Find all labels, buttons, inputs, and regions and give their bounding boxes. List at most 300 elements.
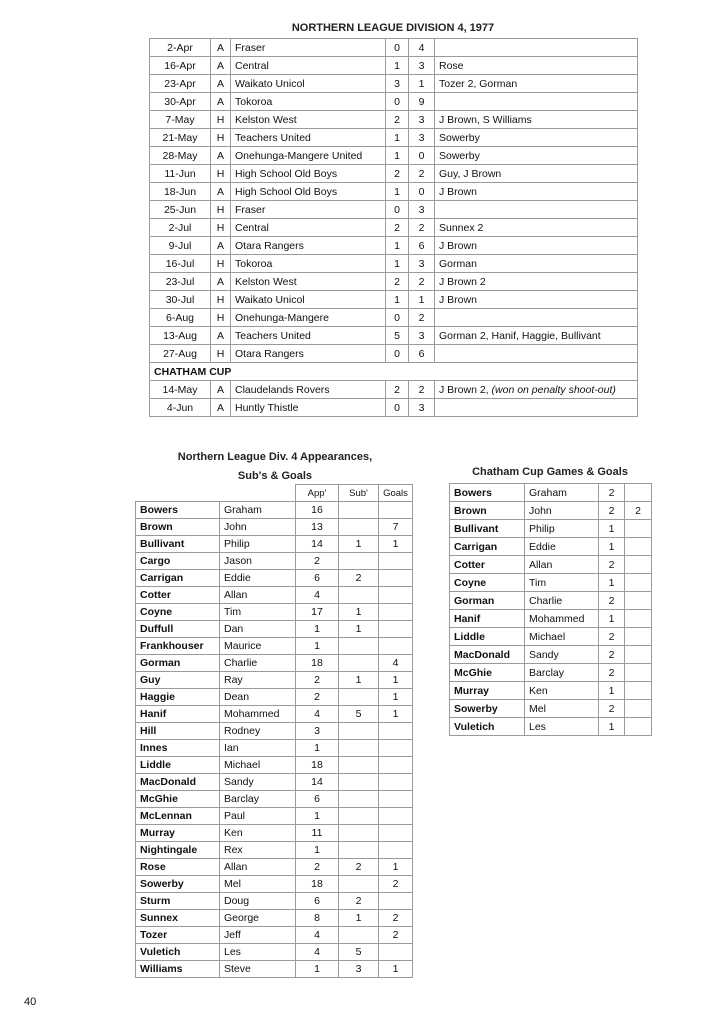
cup-stats-row [450, 664, 652, 682]
player-cup-games: 1 [599, 718, 625, 736]
fixture-opponent: Waikato Unicol [231, 75, 386, 93]
cup-stats-row [450, 682, 652, 700]
player-goals: 2 [379, 910, 413, 927]
fixture-score-for: 1 [386, 183, 409, 201]
fixture-row [150, 75, 638, 93]
player-first-name: Maurice [220, 638, 296, 655]
player-apps: 6 [296, 791, 339, 808]
appearance-row [136, 740, 413, 757]
player-first-name: Philip [525, 520, 599, 538]
player-cup-goals [625, 682, 652, 700]
player-first-name: Ken [525, 682, 599, 700]
player-subs [339, 655, 379, 672]
player-goals: 2 [379, 927, 413, 944]
player-subs [339, 740, 379, 757]
player-apps: 2 [296, 859, 339, 876]
player-surname: Murray [136, 825, 220, 842]
fixture-scorers [435, 381, 638, 399]
player-subs: 5 [339, 944, 379, 961]
player-surname: Cotter [136, 587, 220, 604]
player-goals: 1 [379, 536, 413, 553]
player-goals: 1 [379, 859, 413, 876]
player-surname: Rose [136, 859, 220, 876]
fixture-date: 27-Aug [150, 345, 211, 363]
fixture-score-for: 1 [386, 147, 409, 165]
fixture-note: (won on penalty shoot-out) [491, 383, 616, 396]
fixture-score-for: 0 [386, 201, 409, 219]
player-surname: Liddle [450, 628, 525, 646]
player-first-name: Jeff [220, 927, 296, 944]
player-apps: 4 [296, 944, 339, 961]
player-cup-goals [625, 664, 652, 682]
player-surname: Sowerby [450, 700, 525, 718]
cup-stats-title: Chatham Cup Games & Goals [472, 466, 628, 478]
fixture-opponent: Teachers United [231, 129, 386, 147]
player-apps: 1 [296, 740, 339, 757]
fixture-venue: H [211, 165, 231, 183]
appearance-row [136, 570, 413, 587]
cup-stats-body [450, 484, 652, 736]
player-goals [379, 502, 413, 519]
player-first-name: Mel [220, 876, 296, 893]
fixture-opponent: Tokoroa [231, 255, 386, 273]
player-first-name: Graham [525, 484, 599, 502]
fixture-date: 23-Apr [150, 75, 211, 93]
appearances-title [150, 448, 400, 486]
player-subs: 1 [339, 536, 379, 553]
appearances-table [135, 484, 413, 978]
fixture-row [150, 39, 638, 57]
fixture-date: 16-Jul [150, 255, 211, 273]
fixture-scorers: Sowerby [435, 129, 638, 147]
fixture-score-for: 2 [386, 111, 409, 129]
player-first-name: Allan [220, 587, 296, 604]
player-subs: 1 [339, 621, 379, 638]
fixture-opponent: Central [231, 219, 386, 237]
fixture-date: 6-Aug [150, 309, 211, 327]
appearance-row [136, 910, 413, 927]
player-goals [379, 791, 413, 808]
player-cup-games: 1 [599, 520, 625, 538]
player-first-name: Les [525, 718, 599, 736]
fixture-score-against: 1 [409, 291, 435, 309]
appearance-row [136, 927, 413, 944]
fixture-row [150, 57, 638, 75]
player-first-name: Michael [220, 757, 296, 774]
fixture-score-for: 1 [386, 57, 409, 75]
fixture-score-for: 2 [386, 381, 409, 399]
appearance-row [136, 893, 413, 910]
appearance-row [136, 689, 413, 706]
player-goals [379, 757, 413, 774]
fixture-date: 4-Jun [150, 399, 211, 417]
player-surname: Coyne [450, 574, 525, 592]
fixture-scorers [435, 201, 638, 219]
appearance-row [136, 876, 413, 893]
fixture-venue: A [211, 183, 231, 201]
fixture-date: 7-May [150, 111, 211, 129]
player-first-name: Rodney [220, 723, 296, 740]
player-first-name: Dean [220, 689, 296, 706]
fixture-scorers: Sowerby [435, 147, 638, 165]
appearance-row [136, 536, 413, 553]
fixture-score-for: 5 [386, 327, 409, 345]
player-first-name: Barclay [220, 791, 296, 808]
cup-stats-row [450, 520, 652, 538]
player-subs [339, 553, 379, 570]
fixture-row [150, 111, 638, 129]
cup-stats-row [450, 700, 652, 718]
appearances-body [136, 485, 413, 978]
player-first-name: Tim [525, 574, 599, 592]
player-subs: 1 [339, 672, 379, 689]
player-surname: Brown [136, 519, 220, 536]
fixture-score-for: 1 [386, 255, 409, 273]
fixture-score-for: 0 [386, 399, 409, 417]
player-surname: McGhie [450, 664, 525, 682]
fixture-opponent: Otara Rangers [231, 237, 386, 255]
cup-stats-row [450, 556, 652, 574]
fixture-row [150, 183, 638, 201]
player-first-name: Paul [220, 808, 296, 825]
fixture-opponent: Fraser [231, 201, 386, 219]
fixture-opponent: Claudelands Rovers [231, 381, 386, 399]
player-surname: Vuletich [450, 718, 525, 736]
fixture-date: 25-Jun [150, 201, 211, 219]
player-cup-goals [625, 610, 652, 628]
fixture-venue: H [211, 255, 231, 273]
player-first-name: Rex [220, 842, 296, 859]
player-subs [339, 689, 379, 706]
player-cup-goals [625, 592, 652, 610]
player-subs [339, 519, 379, 536]
player-subs [339, 791, 379, 808]
player-cup-goals [625, 538, 652, 556]
player-goals [379, 604, 413, 621]
fixture-score-against: 3 [409, 327, 435, 345]
appearance-row [136, 859, 413, 876]
fixture-opponent: Fraser [231, 39, 386, 57]
player-surname: McGhie [136, 791, 220, 808]
fixture-row [150, 327, 638, 345]
fixture-score-against: 1 [409, 75, 435, 93]
player-apps: 4 [296, 927, 339, 944]
player-goals: 4 [379, 655, 413, 672]
appearance-row [136, 757, 413, 774]
fixture-scorers: J Brown 2 [435, 273, 638, 291]
player-surname: Brown [450, 502, 525, 520]
fixture-score-against: 6 [409, 237, 435, 255]
fixture-scorers: Gorman [435, 255, 638, 273]
player-apps: 1 [296, 842, 339, 859]
player-subs [339, 723, 379, 740]
appearance-row [136, 553, 413, 570]
fixture-date: 30-Apr [150, 93, 211, 111]
player-first-name: Sandy [220, 774, 296, 791]
player-apps: 16 [296, 502, 339, 519]
player-surname: Tozer [136, 927, 220, 944]
fixture-venue: H [211, 309, 231, 327]
fixture-date: 13-Aug [150, 327, 211, 345]
fixture-score-against: 2 [409, 381, 435, 399]
player-first-name: Ken [220, 825, 296, 842]
fixture-venue: H [211, 345, 231, 363]
player-apps: 1 [296, 961, 339, 978]
fixture-scorers: Tozer 2, Gorman [435, 75, 638, 93]
fixture-date: 21-May [150, 129, 211, 147]
player-goals: 2 [379, 876, 413, 893]
fixture-opponent: Kelston West [231, 111, 386, 129]
player-cup-games: 2 [599, 646, 625, 664]
fixture-date: 18-Jun [150, 183, 211, 201]
player-surname: Hanif [136, 706, 220, 723]
player-goals: 1 [379, 672, 413, 689]
player-surname: Nightingale [136, 842, 220, 859]
appearance-row [136, 604, 413, 621]
player-subs: 1 [339, 604, 379, 621]
player-apps: 18 [296, 757, 339, 774]
player-cup-goals [625, 574, 652, 592]
player-first-name: Ray [220, 672, 296, 689]
appearance-row [136, 961, 413, 978]
fixture-score-against: 2 [409, 309, 435, 327]
fixture-date: 23-Jul [150, 273, 211, 291]
player-first-name: Ian [220, 740, 296, 757]
player-apps: 1 [296, 621, 339, 638]
player-surname: Bullivant [450, 520, 525, 538]
fixture-opponent: Otara Rangers [231, 345, 386, 363]
player-subs: 2 [339, 893, 379, 910]
player-surname: Coyne [136, 604, 220, 621]
player-first-name: Michael [525, 628, 599, 646]
player-goals [379, 570, 413, 587]
fixture-scorers: Gorman 2, Hanif, Haggie, Bullivant [435, 327, 638, 345]
player-surname: Gorman [450, 592, 525, 610]
player-goals [379, 808, 413, 825]
appearance-row [136, 672, 413, 689]
fixture-score-for: 2 [386, 273, 409, 291]
player-first-name: Philip [220, 536, 296, 553]
player-apps: 17 [296, 604, 339, 621]
fixture-opponent: High School Old Boys [231, 183, 386, 201]
player-subs: 2 [339, 570, 379, 587]
fixture-opponent: Kelston West [231, 273, 386, 291]
appearance-row [136, 825, 413, 842]
player-cup-games: 2 [599, 502, 625, 520]
player-surname: Hill [136, 723, 220, 740]
player-subs [339, 587, 379, 604]
player-surname: Murray [450, 682, 525, 700]
cup-stats-row [450, 484, 652, 502]
fixture-score-for: 1 [386, 129, 409, 147]
player-cup-goals [625, 718, 652, 736]
fixture-venue: A [211, 399, 231, 417]
player-subs [339, 808, 379, 825]
player-first-name: Mohammed [525, 610, 599, 628]
player-goals: 1 [379, 961, 413, 978]
player-surname: Innes [136, 740, 220, 757]
player-cup-games: 1 [599, 682, 625, 700]
player-cup-goals [625, 700, 652, 718]
appearance-row [136, 842, 413, 859]
player-surname: Haggie [136, 689, 220, 706]
fixture-venue: H [211, 111, 231, 129]
player-goals [379, 723, 413, 740]
cup-fixture-row [150, 381, 638, 399]
fixture-score-against: 3 [409, 255, 435, 273]
page-number: 40 [24, 996, 37, 1008]
player-first-name: Les [220, 944, 296, 961]
player-surname: Gorman [136, 655, 220, 672]
player-first-name: Steve [220, 961, 296, 978]
header-subs: Sub' [339, 485, 379, 502]
fixture-date: 9-Jul [150, 237, 211, 255]
player-subs: 3 [339, 961, 379, 978]
fixture-score-against: 3 [409, 57, 435, 75]
player-surname: Williams [136, 961, 220, 978]
appearance-row [136, 791, 413, 808]
player-cup-games: 2 [599, 628, 625, 646]
fixture-score-against: 0 [409, 183, 435, 201]
fixture-venue: A [211, 273, 231, 291]
player-apps: 3 [296, 723, 339, 740]
fixture-venue: A [211, 327, 231, 345]
cup-stats-row [450, 628, 652, 646]
player-surname: Carrigan [450, 538, 525, 556]
player-subs [339, 842, 379, 859]
fixture-scorers-text: J Brown 2, [439, 383, 492, 396]
fixture-score-against: 6 [409, 345, 435, 363]
fixture-scorers [435, 309, 638, 327]
fixture-opponent: Teachers United [231, 327, 386, 345]
player-apps: 1 [296, 638, 339, 655]
fixture-row [150, 219, 638, 237]
player-cup-games: 2 [599, 700, 625, 718]
player-surname: Bullivant [136, 536, 220, 553]
player-surname: Sturm [136, 893, 220, 910]
player-surname: Liddle [136, 757, 220, 774]
player-subs [339, 927, 379, 944]
fixtures-title: NORTHERN LEAGUE DIVISION 4, 1977 [291, 22, 495, 34]
player-goals [379, 587, 413, 604]
fixture-score-for: 0 [386, 309, 409, 327]
fixture-row [150, 309, 638, 327]
player-cup-games: 1 [599, 538, 625, 556]
player-first-name: Mohammed [220, 706, 296, 723]
fixture-score-for: 0 [386, 345, 409, 363]
fixture-date: 2-Apr [150, 39, 211, 57]
player-apps: 6 [296, 570, 339, 587]
player-cup-goals [625, 646, 652, 664]
fixture-row [150, 129, 638, 147]
player-cup-games: 1 [599, 610, 625, 628]
fixture-scorers [435, 93, 638, 111]
appearance-row [136, 774, 413, 791]
player-subs [339, 876, 379, 893]
fixture-venue: A [211, 237, 231, 255]
player-subs: 1 [339, 910, 379, 927]
fixture-score-against: 2 [409, 165, 435, 183]
fixture-venue: H [211, 219, 231, 237]
player-goals [379, 944, 413, 961]
fixture-row [150, 345, 638, 363]
appearance-row [136, 706, 413, 723]
player-surname: Vuletich [136, 944, 220, 961]
fixture-score-against: 4 [409, 39, 435, 57]
fixture-opponent: Onehunga-Mangere [231, 309, 386, 327]
cup-stats-row [450, 610, 652, 628]
player-goals [379, 893, 413, 910]
player-first-name: Barclay [525, 664, 599, 682]
fixture-row [150, 237, 638, 255]
header-goals: Goals [379, 485, 413, 502]
fixture-date: 28-May [150, 147, 211, 165]
fixture-opponent: High School Old Boys [231, 165, 386, 183]
fixture-date: 16-Apr [150, 57, 211, 75]
fixture-date: 14-May [150, 381, 211, 399]
fixture-scorers: Sunnex 2 [435, 219, 638, 237]
appearances-title-line2: Sub's & Goals [237, 470, 313, 482]
player-cup-goals [625, 628, 652, 646]
player-surname: Sowerby [136, 876, 220, 893]
cup-stats-row [450, 718, 652, 736]
fixture-scorers: J Brown, S Williams [435, 111, 638, 129]
fixture-score-against: 9 [409, 93, 435, 111]
player-goals: 1 [379, 689, 413, 706]
fixture-scorers [435, 399, 638, 417]
fixture-venue: A [211, 75, 231, 93]
cup-stats-row [450, 592, 652, 610]
fixture-venue: H [211, 201, 231, 219]
appearance-row [136, 638, 413, 655]
player-goals [379, 825, 413, 842]
player-goals [379, 740, 413, 757]
player-subs [339, 825, 379, 842]
player-first-name: Jason [220, 553, 296, 570]
fixture-score-against: 3 [409, 129, 435, 147]
player-first-name: Charlie [220, 655, 296, 672]
player-apps: 18 [296, 655, 339, 672]
player-first-name: Mel [525, 700, 599, 718]
fixture-date: 11-Jun [150, 165, 211, 183]
player-first-name: John [220, 519, 296, 536]
cup-section-row [150, 363, 638, 381]
player-surname: MacDonald [450, 646, 525, 664]
fixture-opponent: Central [231, 57, 386, 75]
fixture-venue: A [211, 93, 231, 111]
player-apps: 13 [296, 519, 339, 536]
cup-stats-table [449, 483, 652, 736]
fixture-scorers [435, 345, 638, 363]
player-apps: 6 [296, 893, 339, 910]
player-cup-games: 2 [599, 484, 625, 502]
appearances-title-line1: Northern League Div. 4 Appearances, [177, 451, 373, 463]
cup-fixture-row [150, 399, 638, 417]
fixture-score-for: 0 [386, 39, 409, 57]
fixture-score-against: 2 [409, 273, 435, 291]
player-apps: 4 [296, 706, 339, 723]
cup-section-heading: CHATHAM CUP [150, 363, 638, 381]
player-apps: 2 [296, 689, 339, 706]
player-surname: Hanif [450, 610, 525, 628]
player-goals: 7 [379, 519, 413, 536]
player-cup-games: 2 [599, 556, 625, 574]
player-goals [379, 842, 413, 859]
player-surname: McLennan [136, 808, 220, 825]
player-first-name: Allan [525, 556, 599, 574]
fixture-date: 2-Jul [150, 219, 211, 237]
player-apps: 4 [296, 587, 339, 604]
